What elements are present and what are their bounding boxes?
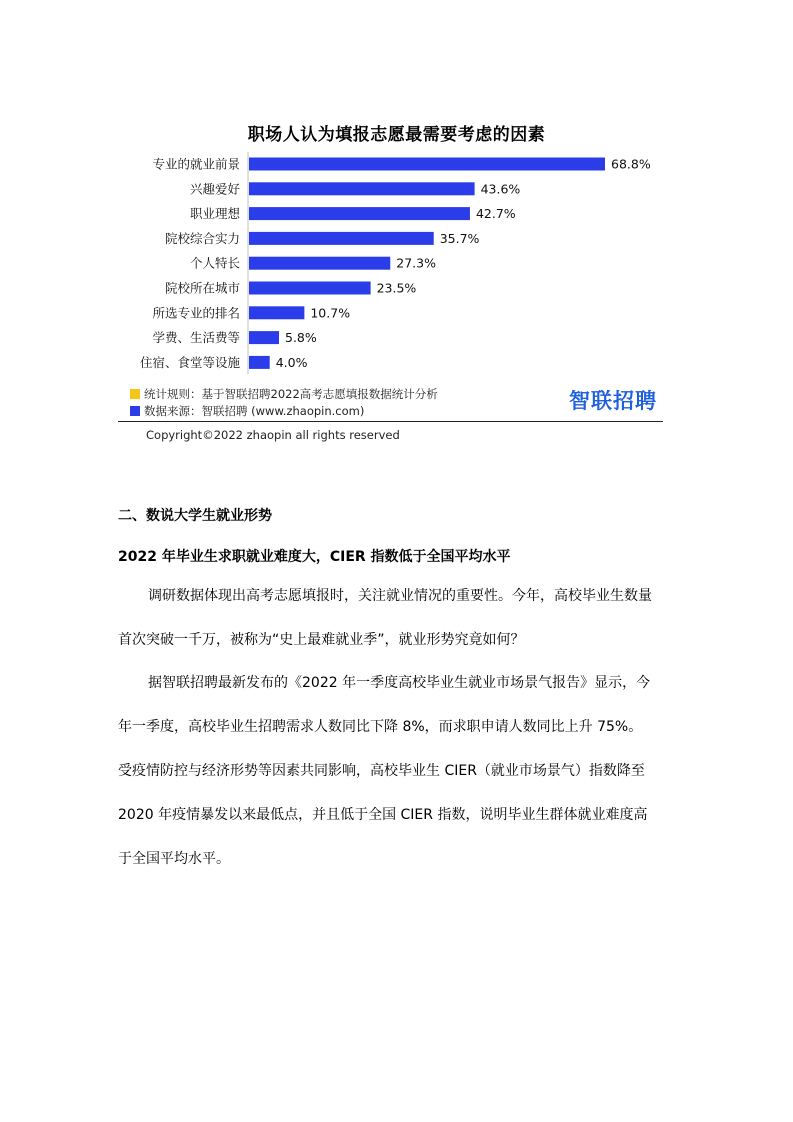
category-label: 职业理想 <box>189 206 240 222</box>
bar <box>249 282 371 295</box>
paragraph-2-line-2: 年一季度，高校毕业生招聘需求人数同比下降 8%，而求职申请人数同比上升 75%。 <box>118 719 643 735</box>
stats-rule-text: 统计规则：基于智联招聘2022高考志愿填报数据统计分析 <box>144 387 438 401</box>
paragraph-2 <box>118 661 678 881</box>
logo-text: 智联招聘 <box>569 389 657 413</box>
section-heading: 二、数说大学生就业形势 <box>118 508 272 524</box>
value-label: 42.7% <box>475 206 516 222</box>
value-label: 43.6% <box>480 181 521 197</box>
value-label: 5.8% <box>285 330 317 346</box>
bar <box>249 207 470 220</box>
category-label: 院校综合实力 <box>164 230 240 246</box>
paragraph-2-line-3: 受疫情防控与经济形势等因素共同影响，高校毕业生 CIER（就业市场景气）指数降至 <box>118 763 645 779</box>
category-label: 院校所在城市 <box>164 280 240 296</box>
bar <box>249 331 279 344</box>
category-label: 学费、生活费等 <box>152 330 240 346</box>
data-source-text: 数据来源：智联招聘 (www.zhaopin.com) <box>144 404 365 418</box>
value-label: 35.7% <box>439 230 480 246</box>
paragraph-1-line-2: 首次突破一千万，被称为“史上最难就业季”，就业形势究竟如何？ <box>118 632 525 648</box>
paragraph-2-line-5: 于全国平均水平。 <box>118 851 230 867</box>
category-label: 所选专业的排名 <box>152 305 240 321</box>
paragraph-2-line-1: 据智联招聘最新发布的《2022 年一季度高校毕业生就业市场景气报告》显示，今 <box>148 675 651 691</box>
category-label: 兴趣爱好 <box>189 181 240 197</box>
bar <box>249 356 270 369</box>
value-label: 4.0% <box>275 354 308 370</box>
chart-divider <box>118 421 663 422</box>
yellow-legend-swatch <box>130 389 140 399</box>
paragraph-2-line-4: 2020 年疫情暴发以来最低点，并且低于全国 CIER 指数，说明毕业生群体就业难度高 <box>118 807 648 823</box>
data-source-note <box>130 403 364 419</box>
paragraph-1 <box>118 574 678 662</box>
value-label: 68.8% <box>611 156 651 172</box>
category-label: 个人特长 <box>189 255 240 271</box>
chart-title: 职场人认为填报志愿最需要考虑的因素 <box>247 125 546 145</box>
bar <box>249 158 605 171</box>
bar <box>249 257 390 270</box>
value-label: 27.3% <box>396 255 436 271</box>
paragraph-1-line-1: 调研数据体现出高考志愿填报时，关注就业情况的重要性。今年，高校毕业生数量 <box>148 588 652 604</box>
subheading: 2022 年毕业生求职就业难度大，CIER 指数低于全国平均水平 <box>118 549 511 565</box>
bar <box>249 306 304 319</box>
bar-chart <box>0 150 793 380</box>
blue-legend-swatch <box>130 406 140 416</box>
bar <box>249 232 434 245</box>
value-label: 10.7% <box>310 305 351 321</box>
zhaopin-logo <box>569 385 657 415</box>
bar <box>249 182 475 195</box>
category-label: 专业的就业前景 <box>152 156 240 172</box>
stats-rule-note <box>130 386 438 402</box>
copyright-text: Copyright©2022 zhaopin all rights reserved <box>146 428 400 442</box>
category-label: 住宿、食堂等设施 <box>139 354 240 370</box>
value-label: 23.5% <box>376 280 417 296</box>
